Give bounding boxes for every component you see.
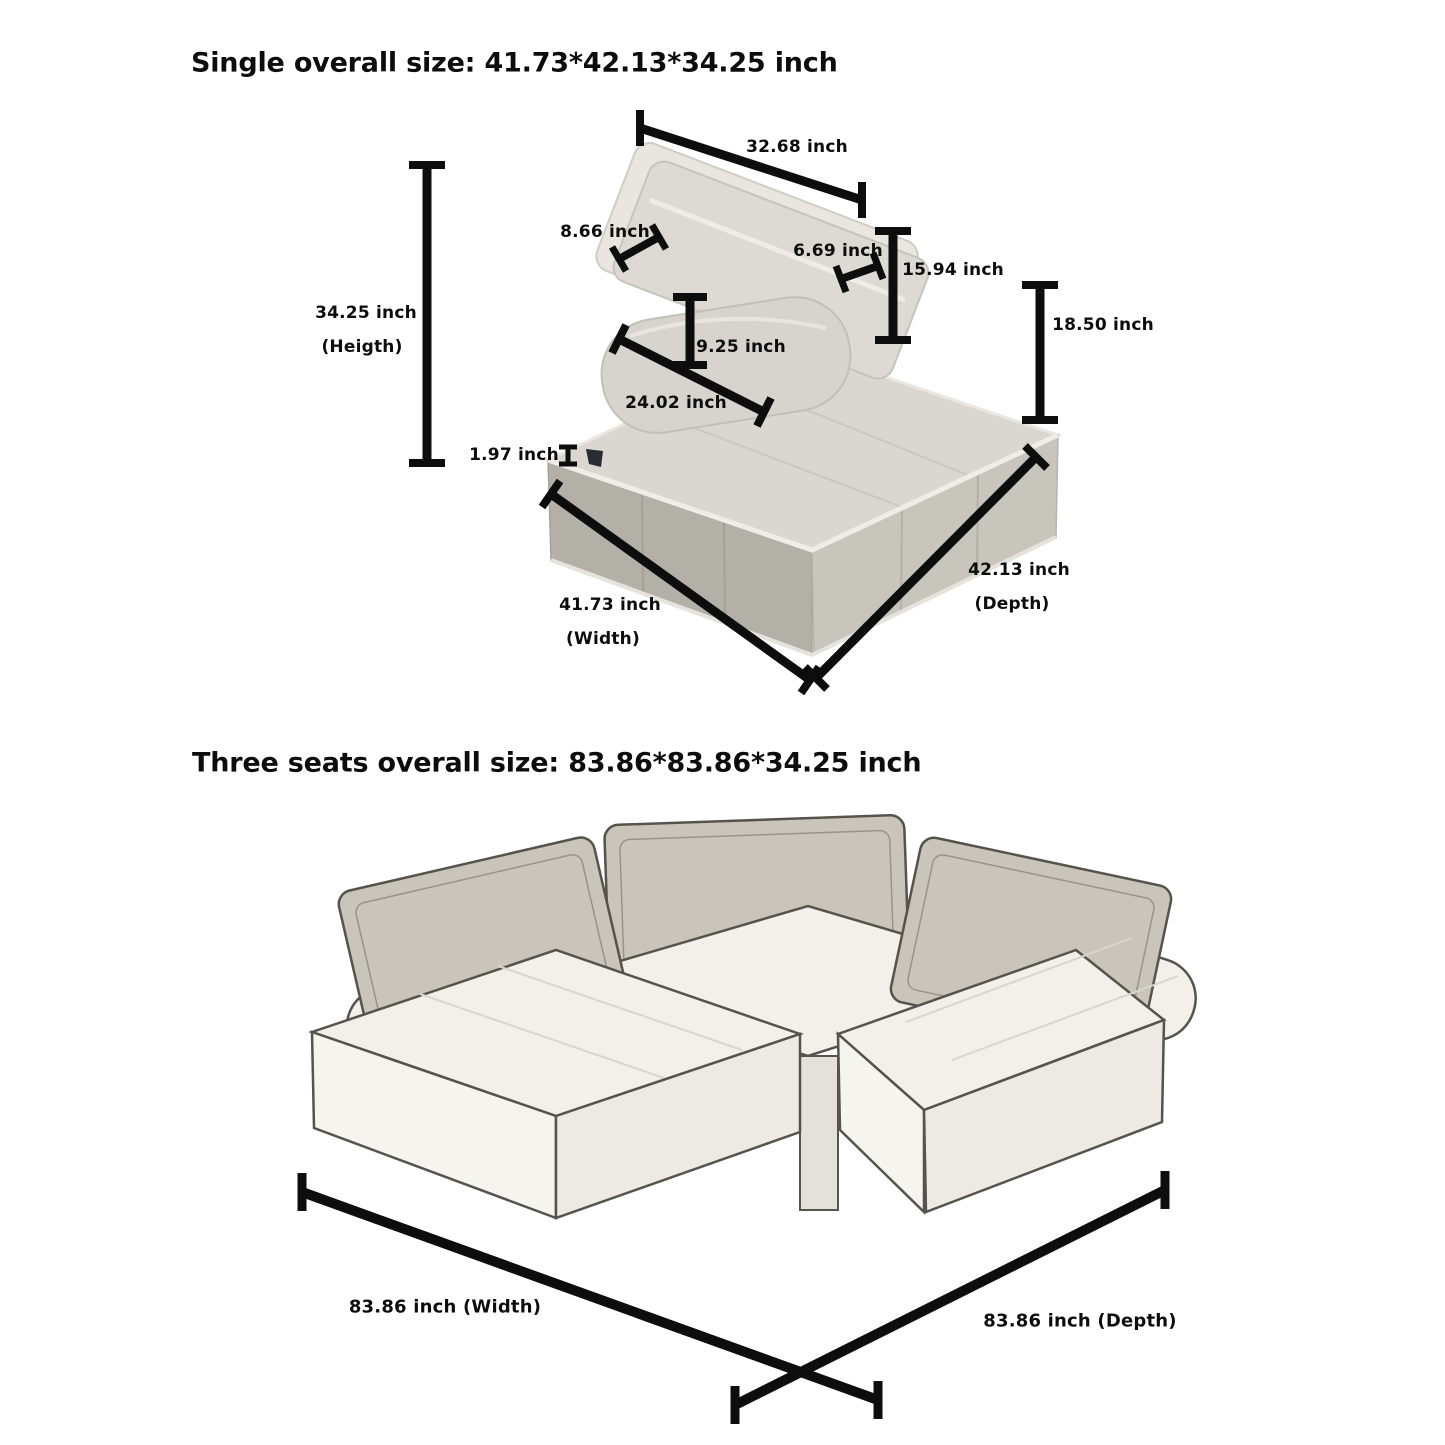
- dim-leg-height-label: 1.97 inch: [469, 445, 559, 465]
- dim-overall-height-label: 34.25 inch: [315, 303, 417, 323]
- three-width-label: 83.86 inch (Width): [348, 1296, 542, 1318]
- dim-overall-height-sublabel: (Heigth): [321, 337, 403, 357]
- dim-bolster-height-label: 9.25 inch: [696, 337, 786, 357]
- three-seats-size-title: Three seats overall size: 83.86*83.86*34.25 inch: [192, 747, 922, 779]
- dim-bolster-length-label: 24.02 inch: [625, 393, 727, 413]
- dim-back-pillow-depth-label: 8.66 inch: [560, 222, 650, 242]
- single-size-title: Single overall size: 41.73*42.13*34.25 inch: [191, 47, 838, 79]
- dim-back-height-label: 15.94 inch: [902, 260, 1004, 280]
- dim-overall-depth-label: 42.13 inch: [968, 560, 1070, 580]
- three-depth-label: 83.86 inch (Depth): [983, 1310, 1177, 1332]
- dim-base-height-label: 18.50 inch: [1052, 315, 1154, 335]
- three-seat-illustration: [312, 815, 1206, 1218]
- dim-overall-width-sublabel: (Width): [566, 629, 640, 649]
- dim-pillow-thickness-label: 6.69 inch: [793, 241, 883, 261]
- dim-top-width-label: 32.68 inch: [746, 137, 848, 157]
- dim-overall-width-label: 41.73 inch: [559, 595, 661, 615]
- dim-overall-depth-sublabel: (Depth): [974, 594, 1050, 614]
